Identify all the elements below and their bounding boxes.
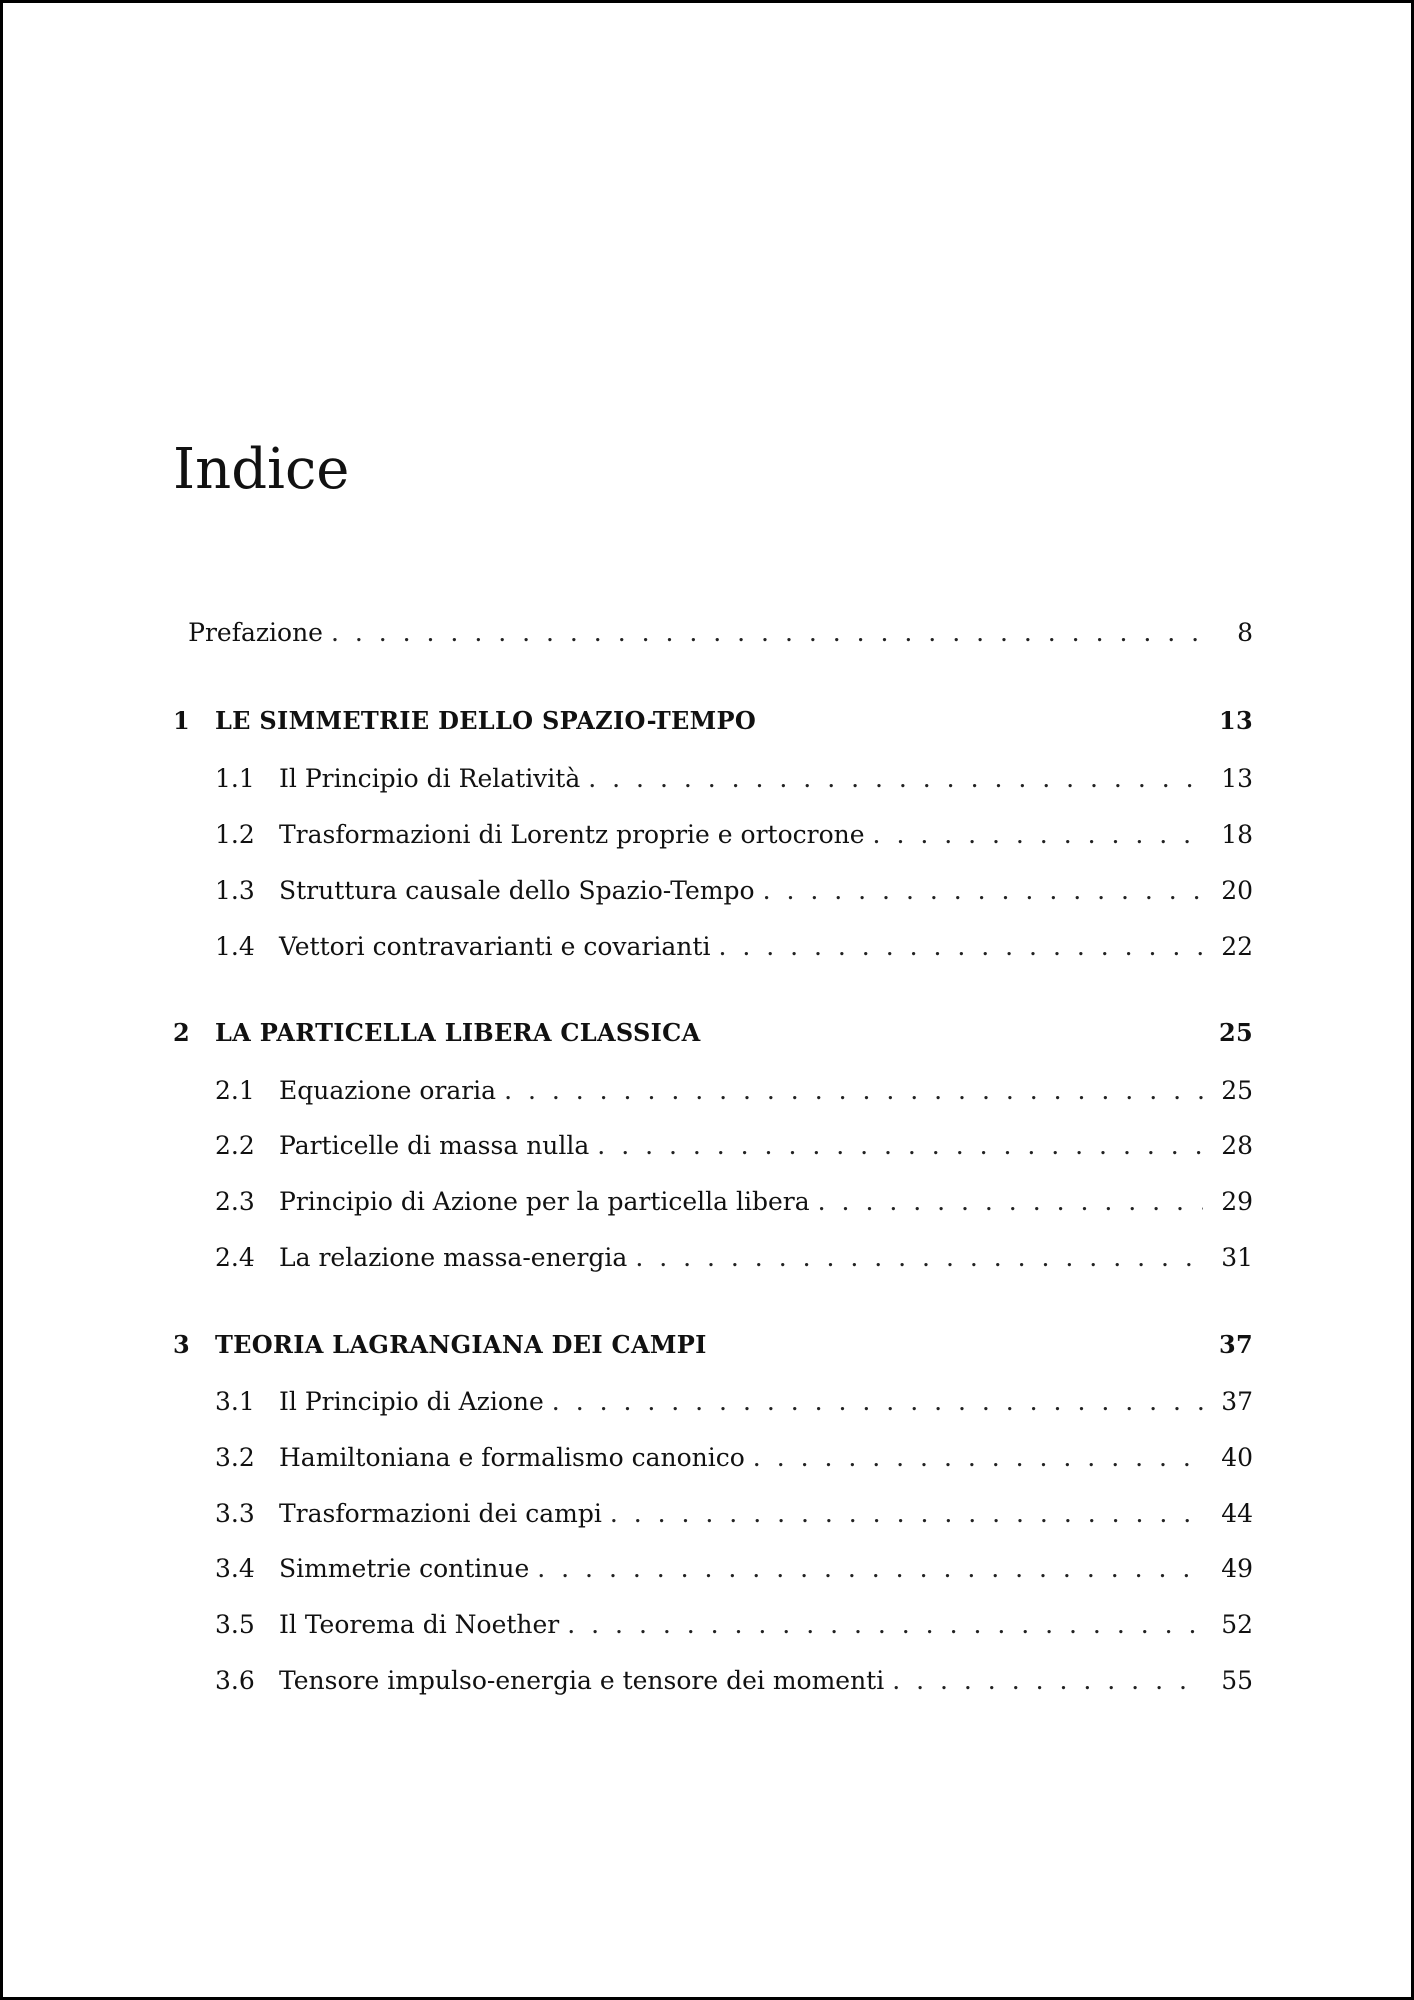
toc-section-3-1[interactable] (173, 1382, 1253, 1422)
toc-entry-preface[interactable] (173, 613, 1253, 653)
toc-page-number: 13 (1219, 706, 1253, 735)
chapter-title: LA PARTICELLA LIBERA CLASSICA (215, 1018, 701, 1047)
toc-page-number: 52 (1221, 1610, 1253, 1639)
chapter-title: LE SIMMETRIE DELLO SPAZIO-TEMPO (215, 706, 757, 735)
toc-page-number: 18 (1221, 820, 1253, 849)
section-number: 2.2 (215, 1131, 255, 1160)
toc-section-3-6[interactable] (173, 1661, 1253, 1701)
dot-leader (818, 1182, 1203, 1222)
section-title: Vettori contravarianti e covarianti (279, 932, 711, 961)
section-title: La relazione massa-energia (279, 1243, 628, 1272)
dot-leader (537, 1549, 1203, 1589)
dot-leader (635, 1238, 1203, 1278)
toc-page-number: 28 (1221, 1131, 1253, 1160)
toc-section-2-3[interactable] (173, 1182, 1253, 1222)
toc-section-2-1[interactable] (173, 1071, 1253, 1111)
chapter-title: TEORIA LAGRANGIANA DEI CAMPI (215, 1330, 707, 1359)
toc-page-number: 49 (1221, 1554, 1253, 1583)
section-title: Principio di Azione per la particella libera (279, 1187, 810, 1216)
dot-leader (873, 815, 1203, 855)
chapter-number: 1 (173, 706, 190, 735)
section-title: Hamiltoniana e formalismo canonico (279, 1443, 745, 1472)
dot-leader (718, 927, 1203, 967)
toc-page-number: 40 (1221, 1443, 1253, 1472)
chapter-number: 3 (173, 1330, 190, 1359)
section-title: Il Teorema di Noether (279, 1610, 560, 1639)
toc-chapter-2[interactable] (173, 1013, 1253, 1053)
section-number: 2.3 (215, 1187, 255, 1216)
section-title: Tensore impulso-energia e tensore dei momenti (279, 1666, 885, 1695)
section-title: Struttura causale dello Spazio-Tempo (279, 876, 755, 905)
toc-section-1-3[interactable] (173, 871, 1253, 911)
toc-page-number: 25 (1219, 1018, 1253, 1047)
section-number: 2.1 (215, 1076, 255, 1105)
toc-section-1-1[interactable] (173, 759, 1253, 799)
dot-leader (610, 1494, 1203, 1534)
toc-entry-title: Prefazione (188, 618, 323, 647)
toc-page-number: 37 (1221, 1387, 1253, 1416)
toc-section-3-2[interactable] (173, 1438, 1253, 1478)
toc-section-2-4[interactable] (173, 1238, 1253, 1278)
section-title: Trasformazioni di Lorentz proprie e ortocrone (279, 820, 865, 849)
dot-leader (892, 1661, 1203, 1701)
toc-page-number: 20 (1221, 876, 1253, 905)
dot-leader (331, 613, 1203, 653)
section-title: Il Principio di Azione (279, 1387, 544, 1416)
toc-chapter-3[interactable] (173, 1325, 1253, 1365)
toc-page-number: 37 (1219, 1330, 1253, 1359)
section-number: 3.5 (215, 1610, 255, 1639)
section-title: Simmetrie continue (279, 1554, 530, 1583)
page-title: Indice (173, 437, 350, 502)
dot-leader (597, 1126, 1203, 1166)
dot-leader (504, 1071, 1203, 1111)
section-number: 3.2 (215, 1443, 255, 1472)
dot-leader (763, 871, 1203, 911)
toc-page-number: 31 (1221, 1243, 1253, 1272)
section-number: 3.4 (215, 1554, 255, 1583)
toc-section-1-2[interactable] (173, 815, 1253, 855)
toc-page-number: 22 (1221, 932, 1253, 961)
dot-leader (753, 1438, 1203, 1478)
toc-page-number: 13 (1221, 764, 1253, 793)
section-number: 1.3 (215, 876, 255, 905)
toc-section-2-2[interactable] (173, 1126, 1253, 1166)
section-title: Il Principio di Relatività (279, 764, 581, 793)
dot-leader (552, 1382, 1203, 1422)
section-number: 3.6 (215, 1666, 255, 1695)
chapter-number: 2 (173, 1018, 190, 1047)
section-title: Equazione oraria (279, 1076, 497, 1105)
toc-page-number: 44 (1221, 1499, 1253, 1528)
section-number: 3.3 (215, 1499, 255, 1528)
section-number: 3.1 (215, 1387, 255, 1416)
section-number: 1.2 (215, 820, 255, 849)
toc-page-number: 29 (1221, 1187, 1253, 1216)
section-number: 2.4 (215, 1243, 255, 1272)
dot-leader (588, 759, 1203, 799)
dot-leader (567, 1605, 1203, 1645)
toc-page-number: 8 (1237, 618, 1253, 647)
toc-chapter-1[interactable] (173, 701, 1253, 741)
section-number: 1.1 (215, 764, 255, 793)
toc-section-3-5[interactable] (173, 1605, 1253, 1645)
toc-section-3-3[interactable] (173, 1494, 1253, 1534)
toc-page-number: 55 (1221, 1666, 1253, 1695)
section-number: 1.4 (215, 932, 255, 961)
section-title: Particelle di massa nulla (279, 1131, 590, 1160)
toc-section-1-4[interactable] (173, 927, 1253, 967)
toc-page-number: 25 (1221, 1076, 1253, 1105)
toc-section-3-4[interactable] (173, 1549, 1253, 1589)
section-title: Trasformazioni dei campi (279, 1499, 602, 1528)
